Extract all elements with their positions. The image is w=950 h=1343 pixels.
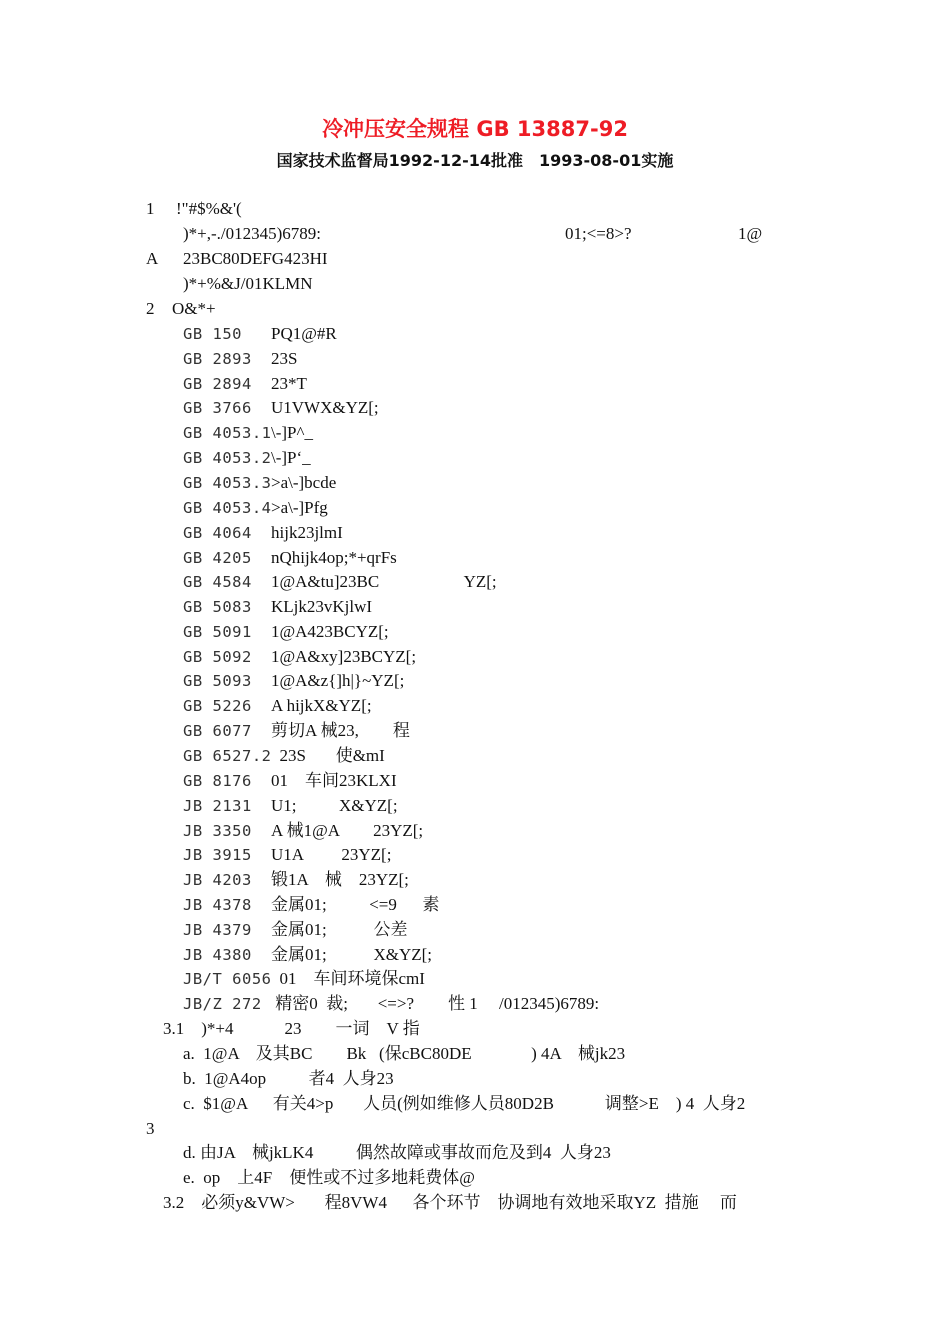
reference-title: >a\-]bcde	[271, 473, 337, 492]
reference-code: GB 4053.2	[183, 449, 272, 467]
clause-item-a: a. 1@A 及其BC Bk (保cBC80DE ) 4A 械jk23	[183, 1044, 626, 1063]
reference-item	[183, 671, 404, 691]
page-subtitle: 国家技术监督局1992-12-14批准 1993-08-01实施	[276, 151, 674, 170]
section-1-line-a-mid: 01;<=8>?	[565, 224, 632, 243]
section-1-line-a: )*+,-./012345)6789:	[183, 224, 322, 243]
reference-item	[183, 796, 398, 816]
reference-item	[183, 895, 439, 915]
reference-title: U1A 23YZ[;	[271, 845, 392, 864]
reference-code: GB 2893	[183, 350, 252, 368]
reference-item	[183, 572, 497, 592]
reference-item	[183, 498, 328, 518]
reference-code: JB 4380	[183, 946, 252, 964]
reference-code: GB 6077	[183, 722, 252, 740]
reference-item	[183, 398, 379, 418]
clause-item-c: c. $1@A 有关4>p 人员(例如维修人员80D2B 调整>E ) 4 人身2	[183, 1094, 746, 1113]
section-1-line-a-right: 1@	[738, 224, 763, 243]
reference-item	[183, 473, 336, 493]
section-1-line-b: 23BC80DEFG423HI	[183, 249, 328, 268]
reference-code: GB 5083	[183, 598, 252, 616]
reference-item	[183, 597, 372, 617]
reference-item	[183, 423, 313, 443]
reference-title: U1; X&YZ[;	[271, 796, 398, 815]
reference-title: 01 车间环境保cmI	[271, 969, 425, 988]
reference-item	[183, 523, 343, 543]
reference-code: JB 4203	[183, 871, 252, 889]
reference-title: >a\-]Pfg	[271, 498, 328, 517]
reference-title: 1@A423BCYZ[;	[271, 622, 389, 641]
reference-title: 01 车间23KLXI	[271, 771, 397, 790]
reference-item	[183, 548, 397, 568]
reference-code: JB/Z 272	[183, 995, 262, 1013]
clause-3-2: 3.2 必须y&VW> 程8VW4 各个环节 协调地有效地采取YZ 措施 而	[163, 1193, 737, 1212]
section-1-line-c: )*+%&J/01KLMN	[183, 274, 313, 293]
reference-title: 金属01; 公差	[271, 920, 408, 939]
reference-title: 锻1A 械 23YZ[;	[271, 870, 409, 889]
reference-item	[183, 746, 385, 766]
reference-code: GB 150	[183, 325, 242, 343]
reference-code: GB 4053.1	[183, 424, 272, 442]
reference-item	[183, 448, 311, 468]
reference-code: JB 4378	[183, 896, 252, 914]
reference-code: GB 4053.4	[183, 499, 272, 517]
reference-code: GB 4584	[183, 573, 252, 591]
reference-code: GB 4053.3	[183, 474, 272, 492]
reference-item	[183, 945, 432, 965]
reference-title: hijk23jlmI	[271, 523, 343, 542]
page-title: 冷冲压安全规程 GB 13887-92	[322, 117, 628, 141]
reference-item	[183, 969, 425, 989]
reference-item	[183, 696, 372, 716]
reference-title: 23*T	[271, 374, 307, 393]
reference-item	[183, 821, 423, 841]
reference-item	[183, 845, 391, 865]
reference-title: A hijkX&YZ[;	[271, 696, 372, 715]
reference-title: 23S	[271, 349, 298, 368]
reference-title: 剪切A 械23, 程	[271, 721, 410, 740]
reference-title: 23S 使&mI	[271, 746, 385, 765]
reference-title: 精密0 裁; <=>? 性 1 /012345)6789:	[271, 994, 600, 1013]
reference-code: GB 5226	[183, 697, 252, 715]
reference-item	[183, 622, 389, 642]
reference-code: JB 3350	[183, 822, 252, 840]
section-1-line-b-lead: A	[146, 249, 159, 268]
section-1-heading: !"#$%&'(	[176, 199, 242, 218]
reference-title: 金属01; X&YZ[;	[271, 945, 433, 964]
reference-code: GB 4064	[183, 524, 252, 542]
reference-code: GB 5091	[183, 623, 252, 641]
reference-item	[183, 374, 307, 394]
reference-item	[183, 647, 416, 667]
section-1-number: 1	[146, 199, 155, 218]
reference-title: KLjk23vKjlwI	[271, 597, 373, 616]
reference-code: GB 2894	[183, 375, 252, 393]
reference-item	[183, 324, 337, 344]
reference-item	[183, 920, 407, 940]
reference-title: 1@A&xy]23BCYZ[;	[271, 647, 417, 666]
reference-item	[183, 721, 410, 741]
reference-item	[183, 994, 599, 1014]
reference-title: \-]P^_	[271, 423, 313, 442]
reference-code: JB 2131	[183, 797, 252, 815]
reference-code: GB 8176	[183, 772, 252, 790]
reference-title: \-]P‘_	[271, 448, 311, 467]
section-2-number: 2	[146, 299, 155, 318]
reference-item	[183, 771, 397, 791]
reference-item	[183, 870, 409, 890]
clause-item-e: e. op 上4F 便性或不过多地耗费体@	[183, 1168, 475, 1187]
clause-item-c-continuation: 3	[146, 1119, 155, 1138]
clause-3-1: 3.1 )*+4 23 一词 V 指	[163, 1019, 420, 1038]
reference-code: GB 3766	[183, 399, 252, 417]
clause-item-b: b. 1@A4op 者4 人身23	[183, 1069, 394, 1088]
reference-code: GB 4205	[183, 549, 252, 567]
reference-title: 1@A&z{]h|}~YZ[;	[271, 671, 405, 690]
reference-code: GB 5093	[183, 672, 252, 690]
reference-item	[183, 349, 297, 369]
clause-item-d: d. 由JA 械jkLK4 偶然故障或事故而危及到4 人身23	[183, 1143, 611, 1162]
reference-title: 1@A&tu]23BC YZ[;	[271, 572, 497, 591]
reference-title: A 械1@A 23YZ[;	[271, 821, 424, 840]
section-2-heading: O&*+	[172, 299, 216, 318]
reference-code: JB 4379	[183, 921, 252, 939]
reference-code: JB/T 6056	[183, 970, 272, 988]
reference-title: 金属01; <=9 素	[271, 895, 440, 914]
reference-code: GB 6527.2	[183, 747, 272, 765]
reference-title: U1VWX&YZ[;	[271, 398, 379, 417]
reference-code: GB 5092	[183, 648, 252, 666]
reference-title: PQ1@#R	[271, 324, 337, 343]
reference-title: nQhijk4op;*+qrFs	[271, 548, 397, 567]
reference-code: JB 3915	[183, 846, 252, 864]
